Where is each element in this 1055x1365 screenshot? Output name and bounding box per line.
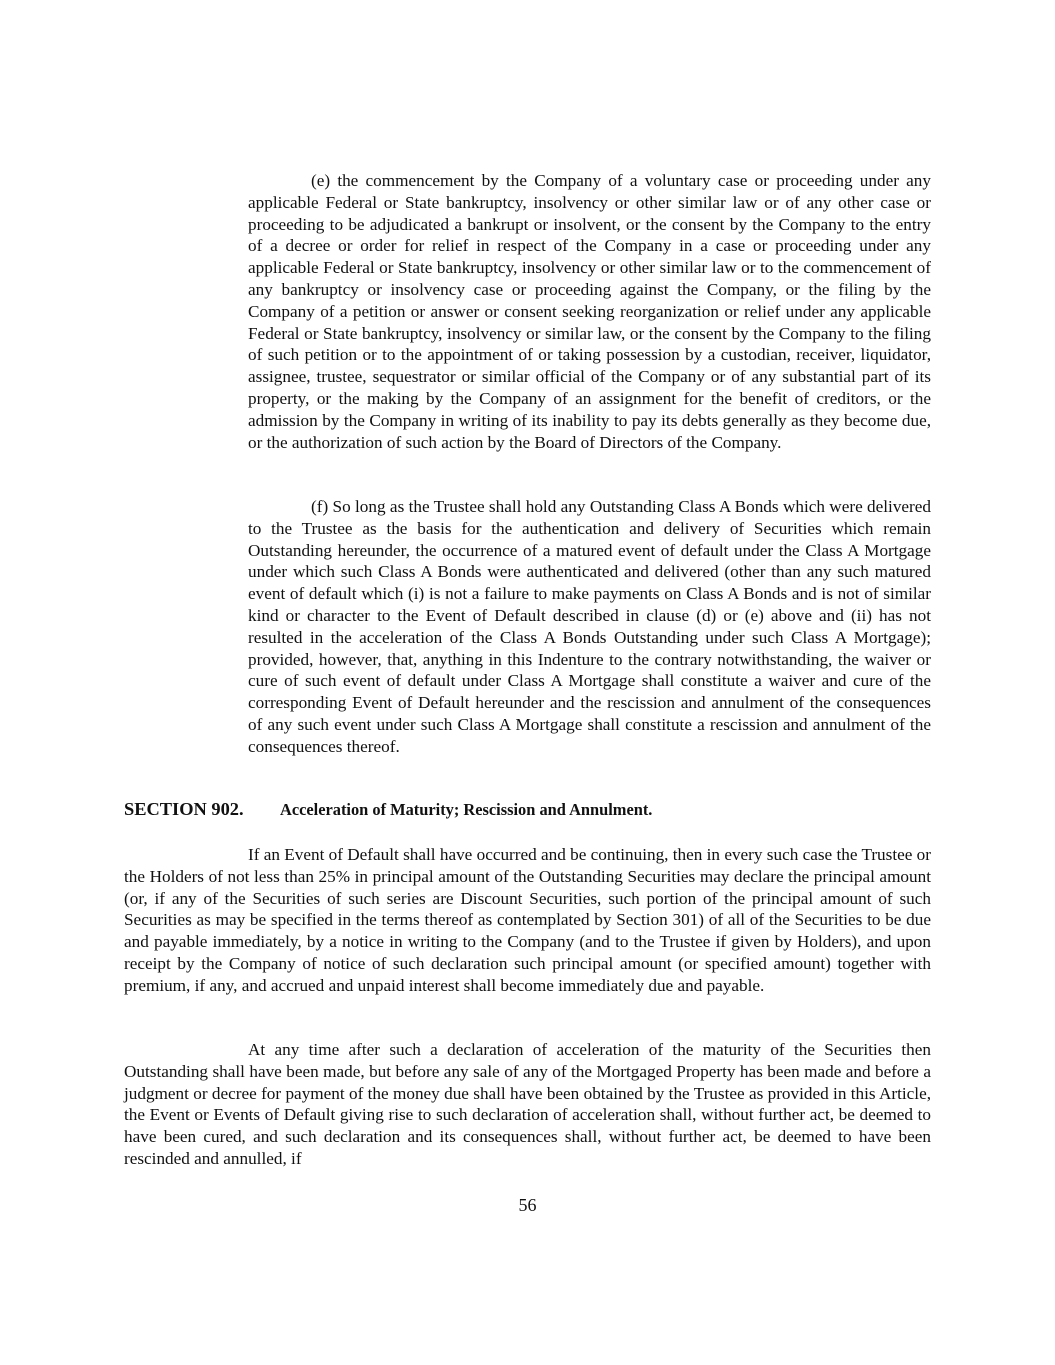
paragraph-e: (e) the commencement by the Company of a voluntary case or proceeding under any applicable Federal or State bankruptcy, insolvency or other similar law or of any other case or proceeding to be adjudicated a bankrupt or insolvent, or the consent by the Company to the entry of a decree or order for relief in respect of the Company in a case or proceeding under any applicable Federal or State bankruptcy, insolvency or other similar law or to the commencement of any bankruptcy or insolvency case or proceeding against the Company, or the filing by the Company of a petition or answer or consent seeking reorganization or relief under any applicable Federal or State bankruptcy, insolvency or similar law, or the consent by the Company to the filing of such petition or to the appointment of or taking possession by a custodian, receiver, liquidator, assignee, trustee, sequestrator or similar official of the Company or of any substantial part of its property, or the making by the Company of an assignment for the benefit of creditors, or the admission by the Company in writing of its inability to pay its debts generally as they become due, or the authorization of such action by the Board of Directors of the Company. — [248, 171, 931, 452]
paragraph-acceleration: If an Event of Default shall have occurred and be continuing, then in every such case the Trustee or the Holders of not less than 25% in principal amount of the Outstanding Securities may declare the principal amount (or, if any of the Securities of such series are Discount Securities, such portion of the principal amount of such Securities as may be specified in the terms thereof as contemplated by Section 301) of all of the Securities to be due and payable immediately, by a notice in writing to the Company (and to the Trustee if given by Holders), and upon receipt by the Company of notice of such declaration such principal amount (or specified amount) together with premium, if any, and accrued and unpaid interest shall become immediately due and payable. — [124, 845, 931, 995]
section-heading — [124, 799, 652, 820]
paragraph-f: (f) So long as the Trustee shall hold any Outstanding Class A Bonds which were delivered to the Trustee as the basis for the authentication and delivery of Securities which remain Outstanding hereunder, the occurrence of a matured event of default under the Class A Mortgage under which such Class A Bonds were authenticated and delivered (other than any such matured event of default which (i) is not a failure to make payments on Class A Bonds and is not of similar kind or character to the Event of Default described in clause (d) or (e) above and (ii) has not resulted in the acceleration of the Class A Bonds Outstanding under such Class A Mortgage); provided, however, that, anything in this Indenture to the contrary notwithstanding, the waiver or cure of such event of default under Class A Mortgage shall constitute a waiver and cure of the corresponding Event of Default hereunder and the rescission and annulment of the consequences of any such event under such Class A Mortgage shall constitute a rescission and annulment of the consequences thereof. — [248, 497, 931, 756]
paragraph-rescission: At any time after such a declaration of acceleration of the maturity of the Securities then Outstanding shall have been made, but before any sale of any of the Mortgaged Property has been made and before a judgment or decree for payment of the money due shall have been obtained by the Trustee as provided in this Article, the Event or Events of Default giving rise to such declaration of acceleration shall, without further act, be deemed to have been cured, and such declaration and its consequences shall, without further act, be deemed to have been rescinded and annulled, if — [124, 1040, 931, 1168]
page-number: 56 — [518, 1195, 537, 1215]
section-number: SECTION 902. — [124, 799, 244, 819]
section-title: Acceleration of Maturity; Rescission and Annulment. — [280, 800, 653, 819]
